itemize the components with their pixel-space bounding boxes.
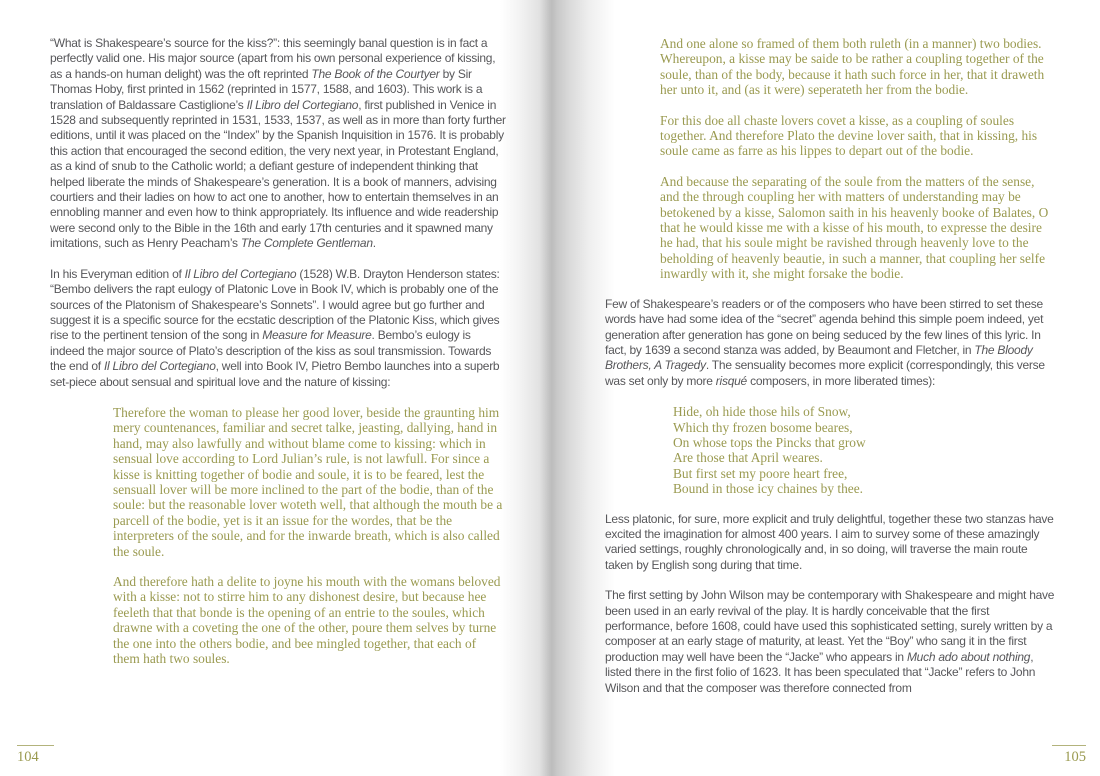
block-quote: For this doe all chaste lovers covet a kisse, as a coupling of soules together. And therefore Plato the devine lover saith, that in kissing, his soule came as farre as his lippes to depart out of the bodie. [660, 112, 1038, 159]
verse-quote: Hide, oh hide those hils of Snow, Which thy frozen bosome beares, On whose tops the Pincks that grow Are those that April weares. But first set my poore heart free, Bound in those icy chaines by thee. [673, 404, 866, 497]
body-paragraph: In his Everyman edition of Il Libro del Cortegiano (1528) W.B. Drayton Henderson states: “Bembo delivers the rapt eulogy of Platonic Love in Book IV, which is probably one of the sources of the Platonism of Shakespeare’s Sonnets”. I would agree but go further and suggest it is a specific source for the ecstatic description of the Platonic Kiss, which gives rise to the pertinent tension of the song in Measure for Measure. Bembo’s eulogy is indeed the major source of Plato’s description of the kiss as soul transmission. Towards the end of Il Libro del Cortegiano, well into Book IV, Pietro Bembo launches into a superb set-piece about sensual and spiritual love and the nature of kissing: [50, 266, 500, 389]
body-paragraph: Less platonic, for sure, more explicit and truly delightful, together these two stanzas have excited the imagination for almost 400 years. I aim to survey some of these amazingly varied settings, roughly chronologically and, in so doing, will traverse the main route taken by English song during that time. [605, 511, 1054, 572]
page-right-content [605, 36, 1057, 711]
page-left-content [50, 36, 506, 681]
folio-rule-right [1052, 745, 1086, 746]
block-quote: Therefore the woman to please her good lover, beside the graunting him mery countenances, familiar and secret talke, jeasting, dallying, hand in hand, may also lawfully and without blame come to kissing: which in sensual love according to Lord Julian’s rule, is not lawfull. For since a kisse is knitting together of bodie and soule, it is to be feared, lest the sensuall lover will be more inclined to the part of the bodie, than of the soule: but the reasonable lover woteth well, that although the mouth be a parcell of the bodie, yet is it an issue for the wordes, that be the interpreters of the soule, and for the inwarde breath, which is also called the soule. [113, 404, 503, 559]
page-gutter-shadow [500, 0, 615, 776]
page-number-right: 105 [1064, 749, 1086, 765]
folio-rule-left [17, 745, 54, 746]
body-paragraph: Few of Shakespeare’s readers or of the composers who have been stirred to set these words have had some idea of the “secret” agenda behind this simple poem indeed, yet generation after generation has gone on being seduced by the few lines of this lyric. In fact, by 1639 a second stanza was added, by Beaumont and Fletcher, in The Bloody Brothers, A Tragedy. The sensuality becomes more explicit (correspondingly, this verse was set only by more risqué composers, in more liberated times): [605, 296, 1045, 388]
body-paragraph: “What is Shakespeare’s source for the kiss?”: this seemingly banal question is in fact a perfectly valid one. His major source (apart from his own personal experience of kissing, as a hands-on human delight) was the oft reprinted The Book of the Courtyer by Sir Thomas Hoby, first printed in 1562 (reprinted in 1577, 1588, and 1603). This work is a translation of Baldassare Castiglione’s Il Libro del Cortegiano, first published in Venice in 1528 and subsequently reprinted in 1531, 1533, 1537, as well as in more than forty further editions, until it was placed on the “Index” by the Spanish Inquisition in 1576. It is probably this action that encouraged the second edition, the very next year, in Protestant England, as a kind of snub to the Catholic world; a defiant gesture of independent thinking that helped liberate the minds of Shakespeare’s generation. It is a book of manners, advising courtiers and their ladies on how to act one to another, how to entertain themselves in an ennobling manner and even how to think appropriately. Its influence and wide readership were second only to the Bible in the 16th and early 17th centuries and it spawned many imitations, such as Henry Peacham’s The Complete Gentleman. [50, 36, 506, 251]
block-quote: And because the separating of the soule from the matters of the sense, and the through coupling her with matters of understanding may be betokened by a kisse, Salomon saith in his heavenly booke of Balates, O that he would kisse me with a kisse of his mouth, to expresse the desire he had, that his soule might be ravished through heavenly love to the beholding of heavenly beautie, in such a manner, that coupling her selfe inwardly with it, she might forsake the bodie. [660, 173, 1049, 282]
page-number-left: 104 [17, 749, 39, 765]
body-paragraph: The first setting by John Wilson may be contemporary with Shakespeare and might have been used in an early revival of the play. It is hardly conceivable that the first performance, before 1608, could have used this sophisticated setting, surely written by a composer at an early stage of maturity, at least. Yet the “Boy” who sang it in the first production may well have been the “Jacke” who appears in Much ado about nothing, listed there in the first folio of 1623. It has been speculated that “Jacke” refers to John Wilson and that the composer was therefore connected from [605, 588, 1055, 695]
block-quote: And therefore hath a delite to joyne his mouth with the womans beloved with a kisse: not to stirre him to any dishonest desire, but because hee feeleth that that bonde is the opening of an entrie to the soules, which drawne with a coveting the one of the other, poure them selves by turne the one into the others bodie, and bee mingled together, that each of them hath two soules. [113, 574, 501, 667]
block-quote: And one alone so framed of them both ruleth (in a manner) two bodies. Whereupon, a kisse may be saide to be rather a coupling together of the soule, than of the body, because it hath such force in her, that it draweth her unto it, and (as it were) seperateth her from the bodie. [660, 36, 1045, 98]
